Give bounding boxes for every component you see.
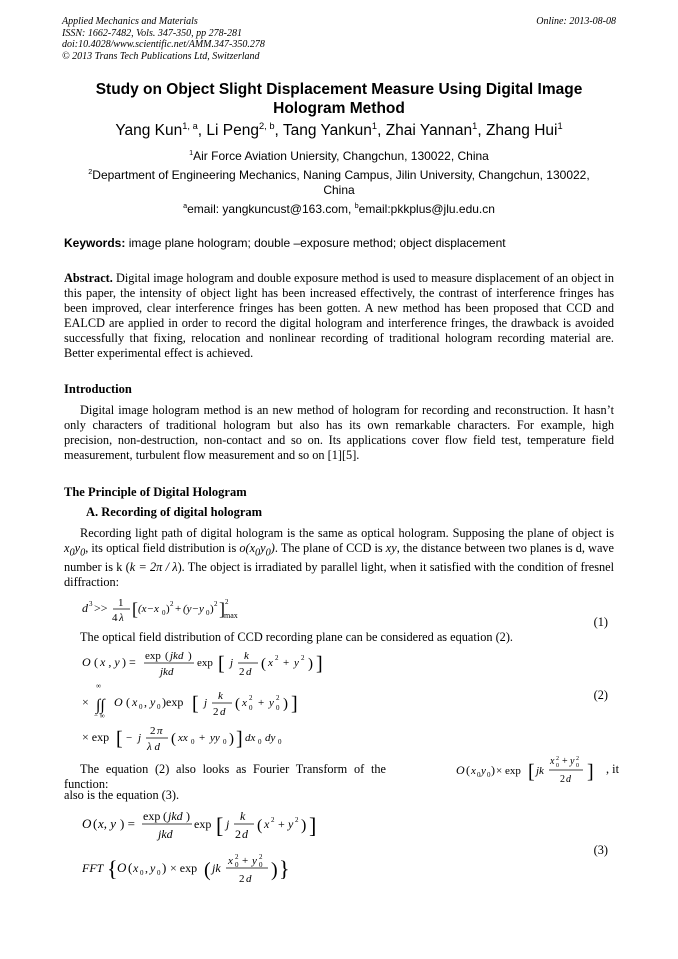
math-inline: k = 2π / λ <box>129 560 178 575</box>
svg-text:[: [ <box>216 813 224 838</box>
svg-text:(: ( <box>163 809 167 823</box>
svg-text:dy: dy <box>265 732 276 744</box>
svg-text:2: 2 <box>225 598 229 606</box>
svg-text:FFT: FFT <box>82 861 104 875</box>
copyright-line: © 2013 Trans Tech Publications Ltd, Switzerland <box>62 50 260 62</box>
svg-text:): ) <box>229 731 234 747</box>
svg-text:2: 2 <box>295 816 299 824</box>
author-sup: 1 <box>371 120 378 131</box>
svg-text:y: y <box>150 695 156 709</box>
svg-text:xx: xx <box>178 732 188 744</box>
recording-paragraph: Recording light path of digital hologram is the same as optical hologram. Supposing the plane of object is $x_0y_0$, its optical field distribution is $o(x_0y_0)$. The plane of CCD is xy, the distance between two planes is d, wave number is k (k = 2π / λ). The object is irradiated by parallel light, when it satisfied with the condition of fresnel diffraction: <box>64 526 615 590</box>
svg-text:2: 2 <box>301 654 305 662</box>
svg-text:dx: dx <box>245 732 256 744</box>
svg-text:d: d <box>82 601 88 615</box>
svg-text:jkd: jkd <box>170 650 184 662</box>
section-heading-principle: The Principle of Digital Hologram <box>64 485 247 499</box>
svg-text:y: y <box>252 855 257 867</box>
svg-text:[: [ <box>116 728 123 750</box>
svg-text:0: 0 <box>140 869 144 877</box>
journal-name: Applied Mechanics and Materials <box>62 16 198 27</box>
svg-text:): ) <box>301 817 307 834</box>
author-name: Li Peng <box>206 122 259 139</box>
svg-text:+: + <box>278 817 285 831</box>
svg-text:2: 2 <box>214 600 218 608</box>
svg-text:): ) <box>491 763 495 777</box>
math-inline: $o(x_0y_0)$ <box>239 541 275 559</box>
equation-3-intro-c: also is the equation (3). <box>64 788 180 802</box>
svg-text:0: 0 <box>191 738 195 746</box>
svg-text:k: k <box>244 650 249 662</box>
svg-text:k: k <box>218 690 223 702</box>
svg-text:(: ( <box>128 860 133 875</box>
svg-text:0: 0 <box>157 869 161 877</box>
svg-text:): ) <box>283 696 288 712</box>
svg-text:2: 2 <box>271 816 275 824</box>
svg-text:(: ( <box>257 817 263 834</box>
author-sup: 1, a <box>182 120 198 131</box>
svg-text:× exp: × exp <box>496 765 521 777</box>
subsection-heading-recording: A. Recording of digital hologram <box>86 505 263 519</box>
svg-text:2: 2 <box>576 756 579 762</box>
svg-text:]: ] <box>587 761 594 783</box>
svg-text:x , y: x , y <box>100 655 120 669</box>
svg-text:y: y <box>570 756 575 767</box>
svg-text:+: + <box>258 697 265 709</box>
svg-text:[: [ <box>528 761 535 783</box>
svg-text:2: 2 <box>235 827 241 841</box>
svg-text:(: ( <box>126 695 130 709</box>
svg-text:d: d <box>242 827 248 841</box>
author-name: Zhai Yannan <box>385 122 473 139</box>
svg-text:}: } <box>279 856 290 881</box>
svg-text:exp: exp <box>194 817 212 831</box>
author-sup: 1 <box>557 120 563 131</box>
svg-text:y: y <box>294 657 299 669</box>
svg-text:(: ( <box>165 650 169 662</box>
equation-1 <box>80 594 250 628</box>
svg-text:{: { <box>107 856 118 881</box>
svg-text:d: d <box>566 774 571 785</box>
svg-text:(x−x: (x−x <box>138 603 159 615</box>
svg-text:0: 0 <box>556 763 559 769</box>
svg-text:jk: jk <box>212 861 221 875</box>
author-name: Tang Yankun <box>282 122 372 139</box>
svg-text:2: 2 <box>239 666 245 678</box>
svg-text:x, y: x, y <box>98 816 117 831</box>
affiliation-2: $^2$Department of Engineering Mechanics, Naning Campus, Jilin University, Changchun, 130022, China <box>88 167 590 197</box>
abstract-text: Digital image hologram and double exposure method is used to measure displacement of an object in this paper, the intensity of object light has been increased effectively, the contrast of interference fringes has been improved, clear interference fringes has been gotten. A new method has been proposed that CCD and EALCD are applied in order to record the digital hologram and interference fringes, the drawback is avoided successfully that fixing, relocation and nonlinear recording of traditional hologram recording material are. Better experimental effect is achieved. <box>64 271 614 360</box>
svg-text:jkd: jkd <box>160 666 174 678</box>
abstract-label: Abstract. <box>64 271 113 285</box>
svg-text:jk: jk <box>536 765 544 777</box>
svg-text:exp: exp <box>145 650 161 662</box>
svg-text:]: ] <box>219 599 225 619</box>
svg-text:2: 2 <box>249 694 253 702</box>
svg-text:>>: >> <box>94 601 108 615</box>
equation-3-intro-a: The equation (2) also looks as Fourier Transform of the function: <box>64 762 386 791</box>
svg-text:2: 2 <box>213 706 219 718</box>
svg-text:0: 0 <box>258 738 262 746</box>
equation-2 <box>80 648 360 752</box>
author-list: Yang Kun$^{1, a}$, Li Peng$^{2, b}$, Tang Yankun$^1$, Zhai Yannan$^1$, Zhang Hui$^1$ <box>115 120 563 139</box>
paper-title: Study on Object Slight Displacement Measure Using Digital Image Hologram Method <box>95 81 583 117</box>
email-line: $^a$email: yangkuncust@163.com, $^b$email:pkkplus@jlu.edu.cn <box>183 201 495 216</box>
svg-text:0: 0 <box>139 703 143 711</box>
svg-text:]: ] <box>309 813 317 838</box>
svg-text:0: 0 <box>487 771 491 779</box>
svg-text:d: d <box>246 873 252 885</box>
svg-text:0: 0 <box>235 861 239 869</box>
svg-text:× exp: × exp <box>82 730 110 744</box>
svg-text:exp: exp <box>143 809 161 823</box>
affiliation-1: $^1$Air Force Aviation Uniersity, Changchun, 130022, China <box>189 148 489 163</box>
svg-text:O: O <box>114 695 123 709</box>
svg-text:j: j <box>204 697 208 709</box>
svg-text:−: − <box>126 732 133 744</box>
svg-text:[: [ <box>192 693 199 715</box>
svg-text:0: 0 <box>223 738 227 746</box>
svg-text:λ: λ <box>119 612 124 624</box>
author-sup: 1 <box>472 120 478 131</box>
svg-text:∞: ∞ <box>96 682 101 690</box>
svg-text:(: ( <box>204 859 211 881</box>
svg-text:× exp: × exp <box>170 861 198 875</box>
svg-text:) =: ) = <box>122 655 136 669</box>
author-name: Yang Kun <box>115 122 183 139</box>
svg-text:(: ( <box>235 696 240 712</box>
svg-text:∫∫: ∫∫ <box>96 697 105 714</box>
svg-text:)exp: )exp <box>162 695 184 709</box>
equation-3-intro-b: , it <box>606 762 619 776</box>
svg-text:+: + <box>175 603 182 615</box>
equation-2-number: (2) <box>593 688 608 702</box>
svg-text:): ) <box>166 603 170 615</box>
svg-text:x: x <box>132 695 138 709</box>
svg-text:x: x <box>242 697 247 709</box>
svg-text:x: x <box>268 657 273 669</box>
journal-header <box>62 16 616 62</box>
svg-text:2: 2 <box>259 853 263 861</box>
svg-text:0: 0 <box>278 738 282 746</box>
svg-text:O: O <box>456 763 465 777</box>
svg-text:+: + <box>242 855 249 867</box>
keywords-text: image plane hologram; double –exposure method; object displacement <box>128 236 506 250</box>
svg-text:(: ( <box>94 655 98 669</box>
svg-text:x: x <box>471 765 476 777</box>
doi-line: doi:10.4028/www.scientific.net/AMM.347-350.278 <box>62 39 265 50</box>
author-sup: 2, b <box>258 120 275 131</box>
svg-text:,: , <box>144 695 147 709</box>
equation-3 <box>80 806 330 890</box>
svg-text:y: y <box>288 817 294 831</box>
svg-text:j: j <box>230 657 234 669</box>
svg-text:2: 2 <box>560 774 565 785</box>
svg-text:2: 2 <box>275 654 279 662</box>
svg-text:(y−y: (y−y <box>183 603 204 615</box>
svg-text:]: ] <box>316 653 323 675</box>
svg-text:k: k <box>240 809 246 823</box>
section-heading-introduction: Introduction <box>64 382 132 396</box>
inline-function <box>456 750 606 786</box>
svg-text:2: 2 <box>239 873 245 885</box>
svg-text:O: O <box>117 860 127 875</box>
svg-text:2: 2 <box>276 694 280 702</box>
math-inline: xy <box>385 541 397 555</box>
svg-text:2: 2 <box>170 600 174 608</box>
issn-line: ISSN: 1662-7482, Vols. 347-350, pp 278-281 <box>62 27 242 39</box>
svg-text:): ) <box>271 859 278 881</box>
svg-text:+: + <box>562 756 568 767</box>
svg-text:): ) <box>162 860 167 875</box>
svg-text:2: 2 <box>150 725 156 737</box>
svg-text:d: d <box>220 706 226 718</box>
svg-text:3: 3 <box>89 600 93 608</box>
svg-text:y: y <box>150 861 156 875</box>
svg-text:(: ( <box>93 816 98 831</box>
svg-text:0: 0 <box>157 703 161 711</box>
svg-text:0: 0 <box>276 704 280 712</box>
svg-text:(: ( <box>466 763 470 777</box>
equation-2-intro: The optical field distribution of CCD recording plane can be considered as equation (2). <box>80 630 513 644</box>
svg-text:yy: yy <box>210 732 220 744</box>
svg-text:jkd: jkd <box>158 827 173 841</box>
keywords <box>64 236 614 250</box>
svg-text:x: x <box>228 855 233 867</box>
svg-text:j: j <box>226 817 230 831</box>
svg-text:0: 0 <box>162 609 166 617</box>
svg-text:− ∞: − ∞ <box>94 712 105 720</box>
svg-text:[: [ <box>132 599 138 619</box>
svg-text:1: 1 <box>118 597 124 609</box>
svg-text:(: ( <box>261 656 266 672</box>
svg-text:+: + <box>283 657 290 669</box>
svg-text:]: ] <box>291 693 298 715</box>
svg-text:y: y <box>481 765 486 777</box>
svg-text:0: 0 <box>249 704 253 712</box>
svg-text:j: j <box>138 732 142 744</box>
svg-text:exp: exp <box>197 657 213 669</box>
svg-text:) =: ) = <box>120 816 135 831</box>
svg-text:y: y <box>269 697 274 709</box>
online-date: Online: 2013-08-08 <box>536 16 616 27</box>
equation-1-number: (1) <box>593 615 608 629</box>
svg-text:max: max <box>224 611 238 620</box>
svg-text:2: 2 <box>235 853 239 861</box>
svg-text:jkd: jkd <box>168 809 183 823</box>
svg-text:): ) <box>308 656 313 672</box>
svg-text:4: 4 <box>112 612 118 624</box>
svg-text:+: + <box>199 732 206 744</box>
svg-text:[: [ <box>218 653 225 675</box>
svg-text:d: d <box>246 666 252 678</box>
svg-text:,: , <box>145 861 148 875</box>
author-name: Zhang Hui <box>485 122 558 139</box>
svg-text:2: 2 <box>556 756 559 762</box>
equation-3-number: (3) <box>593 843 608 857</box>
svg-text:0: 0 <box>206 609 210 617</box>
svg-text:(: ( <box>171 731 176 747</box>
svg-text:O: O <box>82 655 91 669</box>
svg-text:0: 0 <box>477 771 481 779</box>
keywords-label: Keywords: <box>64 236 126 250</box>
svg-text:0: 0 <box>576 763 579 769</box>
svg-text:×: × <box>82 695 89 709</box>
svg-text:): ) <box>188 650 192 662</box>
svg-text:x: x <box>133 861 139 875</box>
svg-text:π: π <box>157 725 163 737</box>
svg-text:λ d: λ d <box>147 741 161 752</box>
svg-text:): ) <box>210 603 214 615</box>
svg-text:0: 0 <box>259 861 263 869</box>
abstract <box>64 271 614 361</box>
svg-text:]: ] <box>236 728 243 750</box>
introduction-text: Digital image hologram method is an new method of hologram for recording and reconstruction. It hasn’t only characters of traditional hologram but also has its own remarkable characters. For example, high precision, non-destruction, non-contact and so on. Its applications cover flow field test, temperature field measurement, turbulent flow measurement and so on [1][5]. <box>64 403 614 462</box>
svg-text:): ) <box>186 809 190 823</box>
svg-text:x: x <box>264 817 270 831</box>
math-inline: $x_0y_0$ <box>64 541 86 559</box>
svg-text:O: O <box>82 816 92 831</box>
svg-text:x: x <box>550 756 555 767</box>
